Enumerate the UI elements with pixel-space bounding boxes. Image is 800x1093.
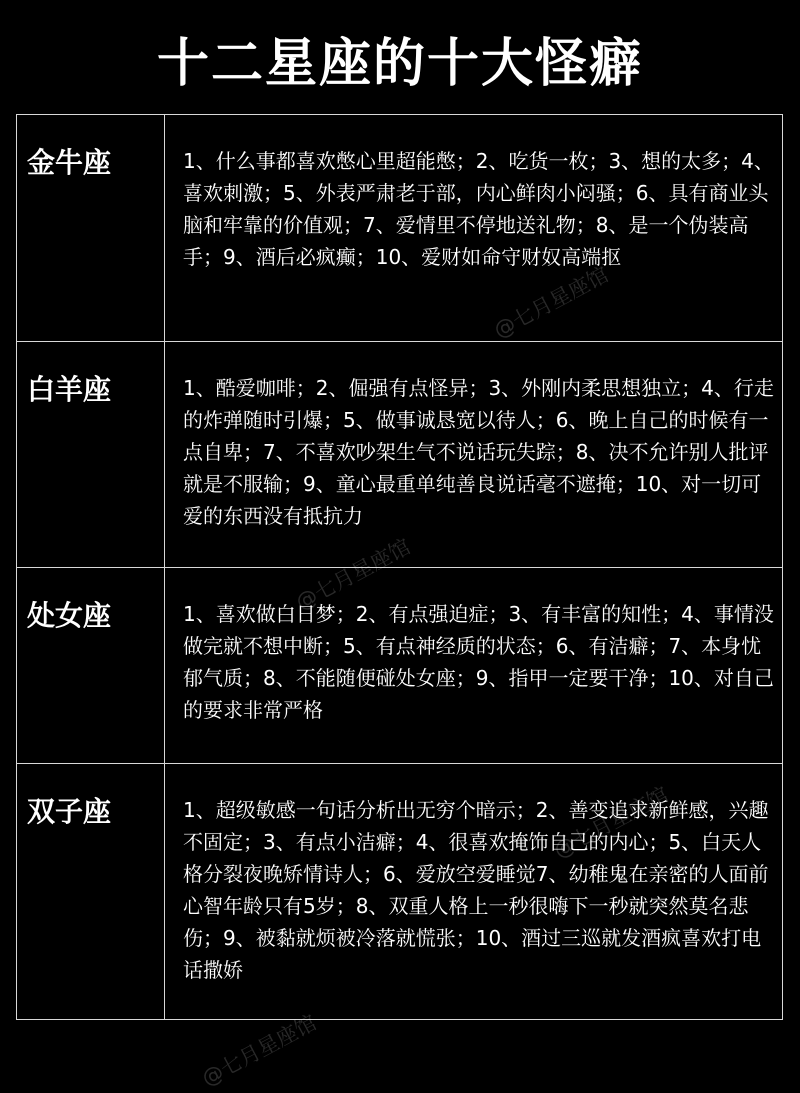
watermark: @七月星座馆 xyxy=(549,782,673,863)
column-divider xyxy=(164,764,165,1019)
column-divider xyxy=(164,568,165,763)
watermark: @七月星座馆 xyxy=(291,534,415,615)
sign-name: 处女座 xyxy=(27,599,112,632)
sign-name: 白羊座 xyxy=(27,373,112,406)
traits-text: 1、什么事都喜欢憋心里超能憋；2、吃货一枚；3、想的太多；4、喜欢刺激；5、外表严肃老于部，内心鲜肉小闷骚；6、具有商业头脑和牢靠的价值观；7、爱情里不停地送礼物；8、是一个伪装高手；9、酒后必疯癫；10、爱财如命守财奴高端抠 xyxy=(183,149,774,269)
column-divider xyxy=(164,342,165,567)
traits-text: 1、酷爱咖啡；2、倔强有点怪异；3、外刚内柔思想独立；4、行走的炸弹随时引爆；5、做事诚恳宽以待人；6、晚上自己的时候有一点自卑；7、不喜欢吵架生气不说话玩失踪；8、决不允许别人批评就是不服输；9、童心最重单纯善良说话毫不遮掩；10、对一切可爱的东西没有抵抗力 xyxy=(183,376,774,528)
watermark: @七月星座馆 xyxy=(489,262,613,343)
table-row-virgo xyxy=(17,568,782,764)
table-row-taurus xyxy=(17,115,782,342)
traits-text: 1、喜欢做白日梦；2、有点强迫症；3、有丰富的知性；4、事情没做完就不想中断；5、有点神经质的状态；6、有洁癖；7、本身忧郁气质；8、不能随便碰处女座；9、指甲一定要干净；10、对自己的要求非常严格 xyxy=(183,602,774,722)
sign-name: 金牛座 xyxy=(27,146,112,179)
traits-text: 1、超级敏感一句话分析出无穷个暗示；2、善变追求新鲜感，兴趣不固定；3、有点小洁癖；4、很喜欢掩饰自己的内心；5、白天人格分裂夜晚矫情诗人；6、爱放空爱睡觉7、幼稚鬼在亲密的人面前心智年龄只有5岁；8、双重人格上一秒很嗨下一秒就突然莫名悲伤；9、被黏就烦被冷落就慌张；10、酒过三巡就发酒疯喜欢打电话撒娇 xyxy=(183,798,769,982)
column-divider xyxy=(164,115,165,341)
page-title: 十二星座的十大怪癖 xyxy=(156,34,643,94)
watermark: @七月星座馆 xyxy=(197,1010,321,1091)
sign-name: 双子座 xyxy=(27,795,112,828)
quirks-table xyxy=(16,114,783,1020)
